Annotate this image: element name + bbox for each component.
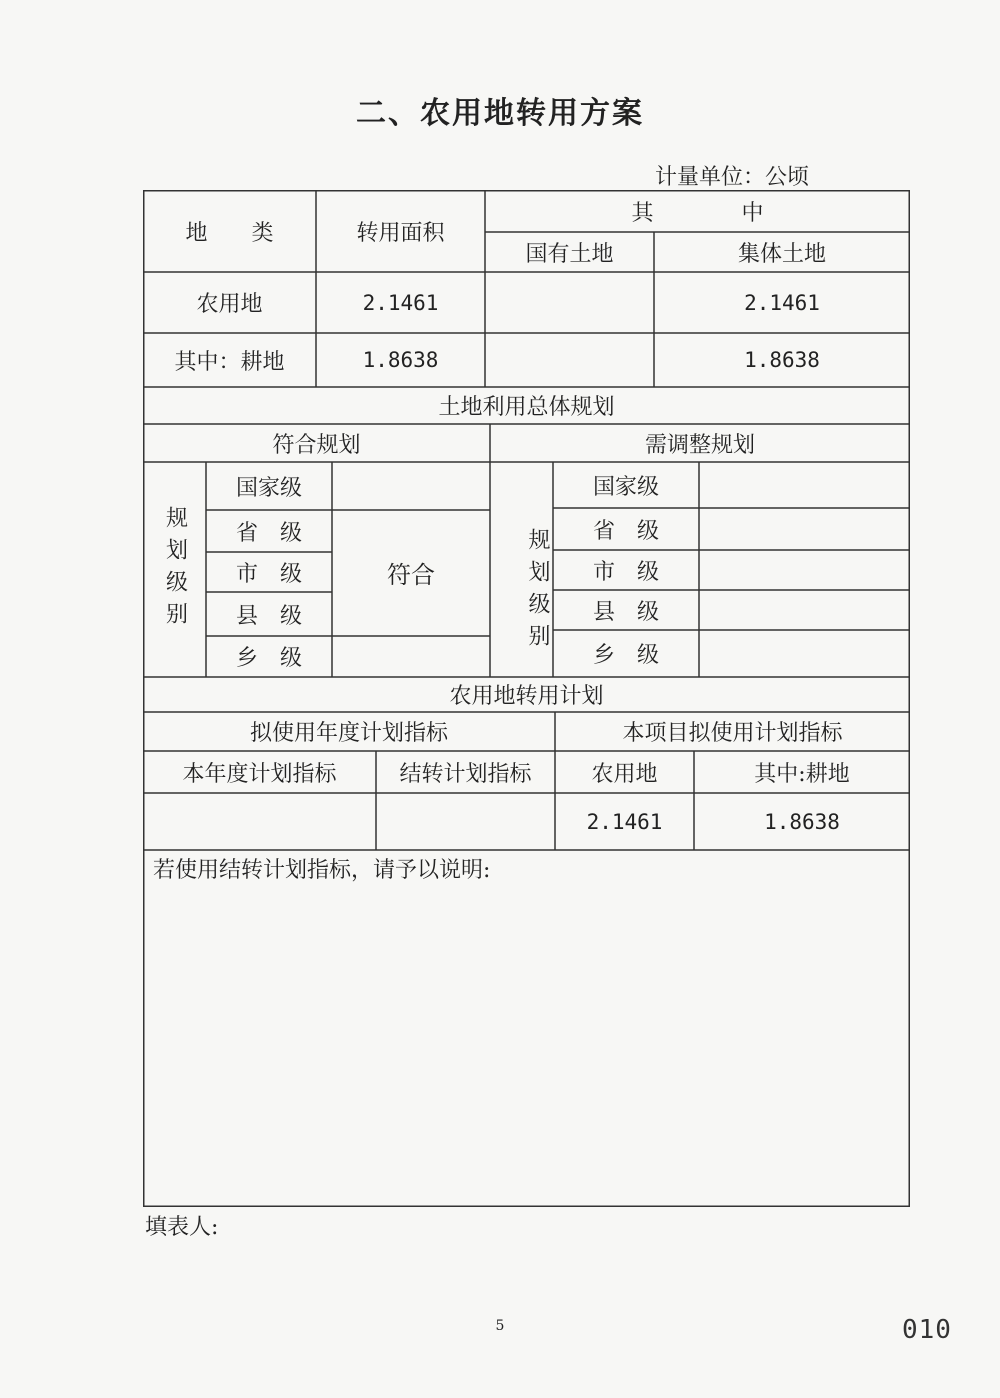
right-level-city: 市 级 <box>592 559 659 585</box>
planning-compliant-header: 符合规划 <box>272 432 361 458</box>
compliant-value: 符合 <box>387 560 435 589</box>
project-quota-header: 本项目拟使用计划指标 <box>622 721 843 746</box>
right-level-province: 省 级 <box>592 518 659 544</box>
conversion-table <box>143 190 910 1207</box>
header-state-land: 国有土地 <box>525 241 614 267</box>
left-level-national: 国家级 <box>235 475 302 501</box>
filler-label: 填表人: <box>145 1215 219 1240</box>
page-number: 5 <box>495 1318 505 1334</box>
farmland-value: 2.1461 <box>586 809 663 834</box>
planning-section-title: 土地利用总体规划 <box>438 395 615 420</box>
header-land-type: 地 类 <box>185 220 274 246</box>
planning-level-label-left: 规划级别 <box>162 505 188 634</box>
header-collective-land: 集体土地 <box>737 241 826 267</box>
farmland-header: 农用地 <box>591 761 658 787</box>
annual-quota-header: 拟使用年度计划指标 <box>249 721 448 746</box>
left-level-province: 省 级 <box>235 520 302 546</box>
row-farmland-collective: 2.1461 <box>744 290 820 315</box>
header-area: 转用面积 <box>356 220 445 246</box>
right-level-township: 乡 级 <box>592 643 659 668</box>
row-cultivated-collective: 1.8638 <box>744 348 820 372</box>
left-level-township: 乡 级 <box>235 646 302 671</box>
row-farmland-state <box>485 272 654 333</box>
planning-adjust-header: 需调整规划 <box>644 432 755 458</box>
row-cultivated-state <box>485 333 654 387</box>
row-farmland-label: 农用地 <box>196 292 263 317</box>
planning-level-label-right: 规划级别 <box>525 527 550 656</box>
left-level-city: 市 级 <box>235 561 302 587</box>
header-of-which: 其 中 <box>631 200 764 226</box>
right-level-county: 县 级 <box>592 599 659 625</box>
document-number: 010 <box>902 1315 952 1345</box>
carry-over-note-label: 若使用结转计划指标，请予以说明: <box>153 858 491 883</box>
unit-label: 计量单位：公顷 <box>655 165 810 190</box>
cultivated-value: 1.8638 <box>764 809 840 834</box>
page-title: 二、农用地转用方案 <box>356 96 644 131</box>
row-farmland-area: 2.1461 <box>362 290 439 315</box>
cultivated-header: 其中:耕地 <box>754 761 850 787</box>
right-level-national: 国家级 <box>592 474 659 500</box>
left-level-county: 县 级 <box>235 603 302 629</box>
carry-over-header: 结转计划指标 <box>399 761 532 787</box>
this-year-header: 本年度计划指标 <box>182 761 337 787</box>
row-cultivated-area: 1.8638 <box>362 348 439 372</box>
conversion-section-title: 农用地转用计划 <box>449 684 604 709</box>
row-cultivated-label: 其中：耕地 <box>174 349 285 375</box>
carry-over-value <box>376 793 555 850</box>
this-year-value <box>143 793 376 850</box>
